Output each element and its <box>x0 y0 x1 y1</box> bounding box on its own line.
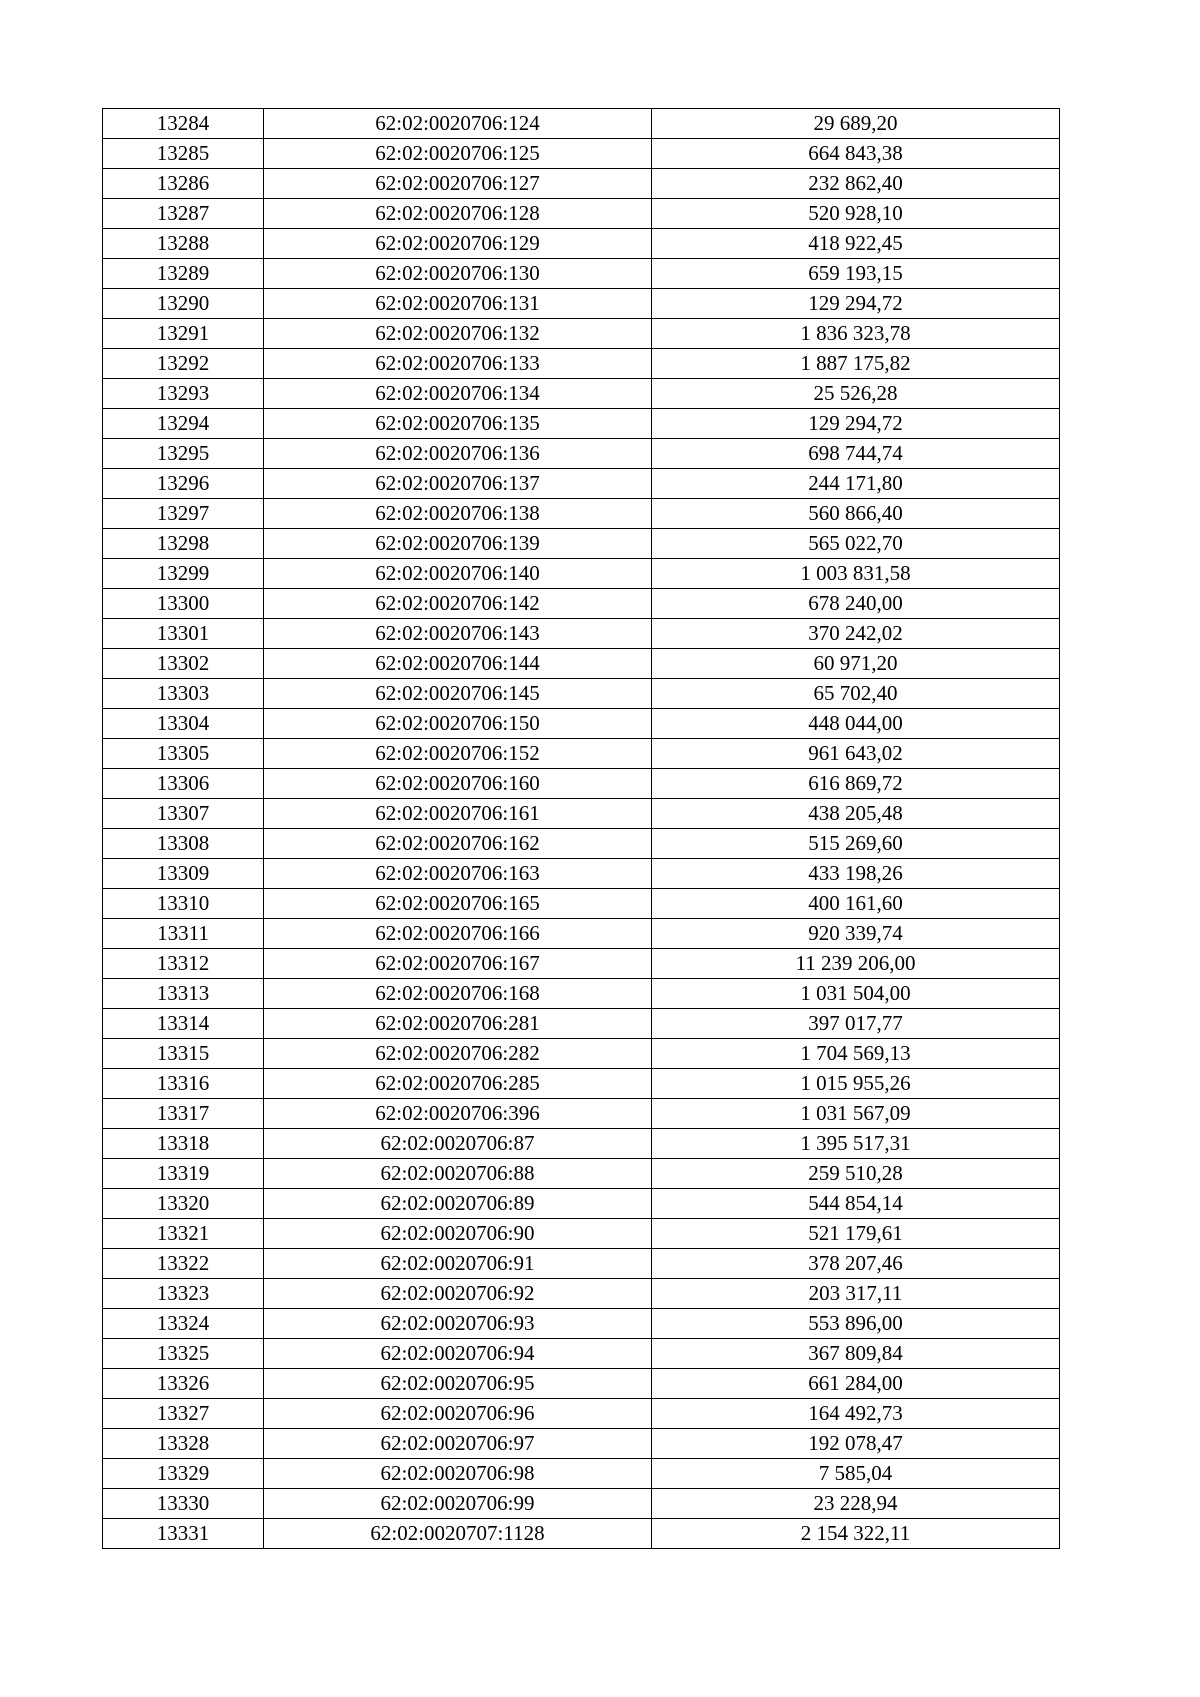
value-cell: 244 171,80 <box>652 469 1060 499</box>
table-row <box>103 799 1060 829</box>
cadastral-number-cell: 62:02:0020706:124 <box>264 109 652 139</box>
value-cell: 259 510,28 <box>652 1159 1060 1189</box>
cadastral-number-cell: 62:02:0020706:127 <box>264 169 652 199</box>
table-row <box>103 679 1060 709</box>
row-number-cell: 13318 <box>103 1129 264 1159</box>
table-row <box>103 529 1060 559</box>
row-number-cell: 13328 <box>103 1429 264 1459</box>
row-number-cell: 13322 <box>103 1249 264 1279</box>
value-cell: 11 239 206,00 <box>652 949 1060 979</box>
table-row <box>103 949 1060 979</box>
table-row <box>103 349 1060 379</box>
table-row <box>103 829 1060 859</box>
cadastral-number-cell: 62:02:0020706:144 <box>264 649 652 679</box>
cadastral-number-cell: 62:02:0020706:281 <box>264 1009 652 1039</box>
table-row <box>103 1219 1060 1249</box>
table-row <box>103 289 1060 319</box>
row-number-cell: 13330 <box>103 1489 264 1519</box>
value-cell: 553 896,00 <box>652 1309 1060 1339</box>
value-cell: 961 643,02 <box>652 739 1060 769</box>
table-row <box>103 439 1060 469</box>
row-number-cell: 13292 <box>103 349 264 379</box>
value-cell: 616 869,72 <box>652 769 1060 799</box>
table-row <box>103 1429 1060 1459</box>
row-number-cell: 13331 <box>103 1519 264 1549</box>
row-number-cell: 13329 <box>103 1459 264 1489</box>
value-cell: 378 207,46 <box>652 1249 1060 1279</box>
row-number-cell: 13326 <box>103 1369 264 1399</box>
table-row <box>103 1309 1060 1339</box>
row-number-cell: 13320 <box>103 1189 264 1219</box>
cadastral-value-table <box>102 108 1060 1549</box>
row-number-cell: 13285 <box>103 139 264 169</box>
row-number-cell: 13310 <box>103 889 264 919</box>
cadastral-number-cell: 62:02:0020706:285 <box>264 1069 652 1099</box>
row-number-cell: 13288 <box>103 229 264 259</box>
row-number-cell: 13324 <box>103 1309 264 1339</box>
table-row <box>103 1039 1060 1069</box>
table-row <box>103 1279 1060 1309</box>
cadastral-number-cell: 62:02:0020706:96 <box>264 1399 652 1429</box>
row-number-cell: 13317 <box>103 1099 264 1129</box>
cadastral-number-cell: 62:02:0020706:125 <box>264 139 652 169</box>
cadastral-number-cell: 62:02:0020706:161 <box>264 799 652 829</box>
value-cell: 698 744,74 <box>652 439 1060 469</box>
cadastral-number-cell: 62:02:0020706:98 <box>264 1459 652 1489</box>
cadastral-number-cell: 62:02:0020706:163 <box>264 859 652 889</box>
row-number-cell: 13294 <box>103 409 264 439</box>
row-number-cell: 13297 <box>103 499 264 529</box>
table-row <box>103 379 1060 409</box>
value-cell: 438 205,48 <box>652 799 1060 829</box>
table-row <box>103 769 1060 799</box>
row-number-cell: 13302 <box>103 649 264 679</box>
cadastral-number-cell: 62:02:0020706:135 <box>264 409 652 439</box>
cadastral-number-cell: 62:02:0020706:143 <box>264 619 652 649</box>
cadastral-number-cell: 62:02:0020706:92 <box>264 1279 652 1309</box>
table-row <box>103 1249 1060 1279</box>
table-row <box>103 109 1060 139</box>
cadastral-number-cell: 62:02:0020706:88 <box>264 1159 652 1189</box>
value-cell: 164 492,73 <box>652 1399 1060 1429</box>
row-number-cell: 13307 <box>103 799 264 829</box>
table-row <box>103 859 1060 889</box>
value-cell: 1 836 323,78 <box>652 319 1060 349</box>
row-number-cell: 13306 <box>103 769 264 799</box>
value-cell: 129 294,72 <box>652 289 1060 319</box>
value-cell: 433 198,26 <box>652 859 1060 889</box>
row-number-cell: 13304 <box>103 709 264 739</box>
value-cell: 370 242,02 <box>652 619 1060 649</box>
cadastral-number-cell: 62:02:0020706:90 <box>264 1219 652 1249</box>
row-number-cell: 13305 <box>103 739 264 769</box>
row-number-cell: 13289 <box>103 259 264 289</box>
table-row <box>103 199 1060 229</box>
value-cell: 544 854,14 <box>652 1189 1060 1219</box>
row-number-cell: 13319 <box>103 1159 264 1189</box>
cadastral-number-cell: 62:02:0020706:136 <box>264 439 652 469</box>
row-number-cell: 13323 <box>103 1279 264 1309</box>
row-number-cell: 13325 <box>103 1339 264 1369</box>
row-number-cell: 13309 <box>103 859 264 889</box>
row-number-cell: 13321 <box>103 1219 264 1249</box>
table-row <box>103 139 1060 169</box>
value-cell: 515 269,60 <box>652 829 1060 859</box>
row-number-cell: 13315 <box>103 1039 264 1069</box>
value-cell: 232 862,40 <box>652 169 1060 199</box>
value-cell: 203 317,11 <box>652 1279 1060 1309</box>
row-number-cell: 13311 <box>103 919 264 949</box>
cadastral-number-cell: 62:02:0020706:152 <box>264 739 652 769</box>
table-row <box>103 1399 1060 1429</box>
table-row <box>103 1009 1060 1039</box>
value-cell: 2 154 322,11 <box>652 1519 1060 1549</box>
value-cell: 400 161,60 <box>652 889 1060 919</box>
cadastral-number-cell: 62:02:0020706:129 <box>264 229 652 259</box>
table-row <box>103 1189 1060 1219</box>
value-cell: 920 339,74 <box>652 919 1060 949</box>
cadastral-number-cell: 62:02:0020706:396 <box>264 1099 652 1129</box>
table-body <box>103 109 1060 1549</box>
table-row <box>103 229 1060 259</box>
cadastral-number-cell: 62:02:0020706:137 <box>264 469 652 499</box>
cadastral-number-cell: 62:02:0020706:139 <box>264 529 652 559</box>
row-number-cell: 13296 <box>103 469 264 499</box>
cadastral-number-cell: 62:02:0020706:91 <box>264 1249 652 1279</box>
value-cell: 560 866,40 <box>652 499 1060 529</box>
cadastral-number-cell: 62:02:0020706:282 <box>264 1039 652 1069</box>
cadastral-number-cell: 62:02:0020706:94 <box>264 1339 652 1369</box>
table-row <box>103 499 1060 529</box>
row-number-cell: 13314 <box>103 1009 264 1039</box>
row-number-cell: 13298 <box>103 529 264 559</box>
cadastral-number-cell: 62:02:0020706:145 <box>264 679 652 709</box>
cadastral-number-cell: 62:02:0020706:140 <box>264 559 652 589</box>
value-cell: 7 585,04 <box>652 1459 1060 1489</box>
row-number-cell: 13290 <box>103 289 264 319</box>
cadastral-number-cell: 62:02:0020706:132 <box>264 319 652 349</box>
cadastral-number-cell: 62:02:0020706:133 <box>264 349 652 379</box>
table-row <box>103 1489 1060 1519</box>
value-cell: 1 395 517,31 <box>652 1129 1060 1159</box>
table-row <box>103 319 1060 349</box>
table-row <box>103 409 1060 439</box>
row-number-cell: 13327 <box>103 1399 264 1429</box>
row-number-cell: 13313 <box>103 979 264 1009</box>
row-number-cell: 13291 <box>103 319 264 349</box>
value-cell: 1 887 175,82 <box>652 349 1060 379</box>
table-row <box>103 1339 1060 1369</box>
value-cell: 192 078,47 <box>652 1429 1060 1459</box>
cadastral-number-cell: 62:02:0020706:131 <box>264 289 652 319</box>
table-row <box>103 589 1060 619</box>
value-cell: 367 809,84 <box>652 1339 1060 1369</box>
table-row <box>103 469 1060 499</box>
value-cell: 661 284,00 <box>652 1369 1060 1399</box>
row-number-cell: 13293 <box>103 379 264 409</box>
cadastral-number-cell: 62:02:0020706:130 <box>264 259 652 289</box>
cadastral-number-cell: 62:02:0020706:95 <box>264 1369 652 1399</box>
cadastral-number-cell: 62:02:0020706:93 <box>264 1309 652 1339</box>
table-row <box>103 979 1060 1009</box>
row-number-cell: 13299 <box>103 559 264 589</box>
value-cell: 29 689,20 <box>652 109 1060 139</box>
value-cell: 23 228,94 <box>652 1489 1060 1519</box>
value-cell: 664 843,38 <box>652 139 1060 169</box>
table-row <box>103 1159 1060 1189</box>
table-row <box>103 1129 1060 1159</box>
row-number-cell: 13284 <box>103 109 264 139</box>
cadastral-number-cell: 62:02:0020706:142 <box>264 589 652 619</box>
cadastral-number-cell: 62:02:0020706:150 <box>264 709 652 739</box>
value-cell: 1 003 831,58 <box>652 559 1060 589</box>
cadastral-number-cell: 62:02:0020706:128 <box>264 199 652 229</box>
value-cell: 1 031 567,09 <box>652 1099 1060 1129</box>
table-row <box>103 919 1060 949</box>
value-cell: 129 294,72 <box>652 409 1060 439</box>
value-cell: 1 704 569,13 <box>652 1039 1060 1069</box>
value-cell: 60 971,20 <box>652 649 1060 679</box>
row-number-cell: 13286 <box>103 169 264 199</box>
value-cell: 659 193,15 <box>652 259 1060 289</box>
row-number-cell: 13308 <box>103 829 264 859</box>
table-row <box>103 1069 1060 1099</box>
value-cell: 448 044,00 <box>652 709 1060 739</box>
cadastral-number-cell: 62:02:0020706:87 <box>264 1129 652 1159</box>
table-row <box>103 709 1060 739</box>
table-row <box>103 1369 1060 1399</box>
value-cell: 1 015 955,26 <box>652 1069 1060 1099</box>
cadastral-number-cell: 62:02:0020707:1128 <box>264 1519 652 1549</box>
table-row <box>103 169 1060 199</box>
cadastral-number-cell: 62:02:0020706:134 <box>264 379 652 409</box>
table-row <box>103 619 1060 649</box>
row-number-cell: 13287 <box>103 199 264 229</box>
cadastral-number-cell: 62:02:0020706:99 <box>264 1489 652 1519</box>
value-cell: 565 022,70 <box>652 529 1060 559</box>
cadastral-number-cell: 62:02:0020706:168 <box>264 979 652 1009</box>
cadastral-number-cell: 62:02:0020706:97 <box>264 1429 652 1459</box>
row-number-cell: 13301 <box>103 619 264 649</box>
table-row <box>103 739 1060 769</box>
cadastral-number-cell: 62:02:0020706:162 <box>264 829 652 859</box>
row-number-cell: 13303 <box>103 679 264 709</box>
table-row <box>103 1519 1060 1549</box>
value-cell: 397 017,77 <box>652 1009 1060 1039</box>
row-number-cell: 13300 <box>103 589 264 619</box>
table-row <box>103 649 1060 679</box>
value-cell: 418 922,45 <box>652 229 1060 259</box>
cadastral-number-cell: 62:02:0020706:167 <box>264 949 652 979</box>
value-cell: 521 179,61 <box>652 1219 1060 1249</box>
table-row <box>103 559 1060 589</box>
cadastral-number-cell: 62:02:0020706:166 <box>264 919 652 949</box>
cadastral-number-cell: 62:02:0020706:138 <box>264 499 652 529</box>
cadastral-number-cell: 62:02:0020706:89 <box>264 1189 652 1219</box>
table-row <box>103 259 1060 289</box>
cadastral-number-cell: 62:02:0020706:165 <box>264 889 652 919</box>
value-cell: 65 702,40 <box>652 679 1060 709</box>
row-number-cell: 13295 <box>103 439 264 469</box>
table-row <box>103 1459 1060 1489</box>
value-cell: 1 031 504,00 <box>652 979 1060 1009</box>
cadastral-number-cell: 62:02:0020706:160 <box>264 769 652 799</box>
row-number-cell: 13312 <box>103 949 264 979</box>
value-cell: 25 526,28 <box>652 379 1060 409</box>
row-number-cell: 13316 <box>103 1069 264 1099</box>
value-cell: 678 240,00 <box>652 589 1060 619</box>
table-row <box>103 889 1060 919</box>
table-row <box>103 1099 1060 1129</box>
value-cell: 520 928,10 <box>652 199 1060 229</box>
